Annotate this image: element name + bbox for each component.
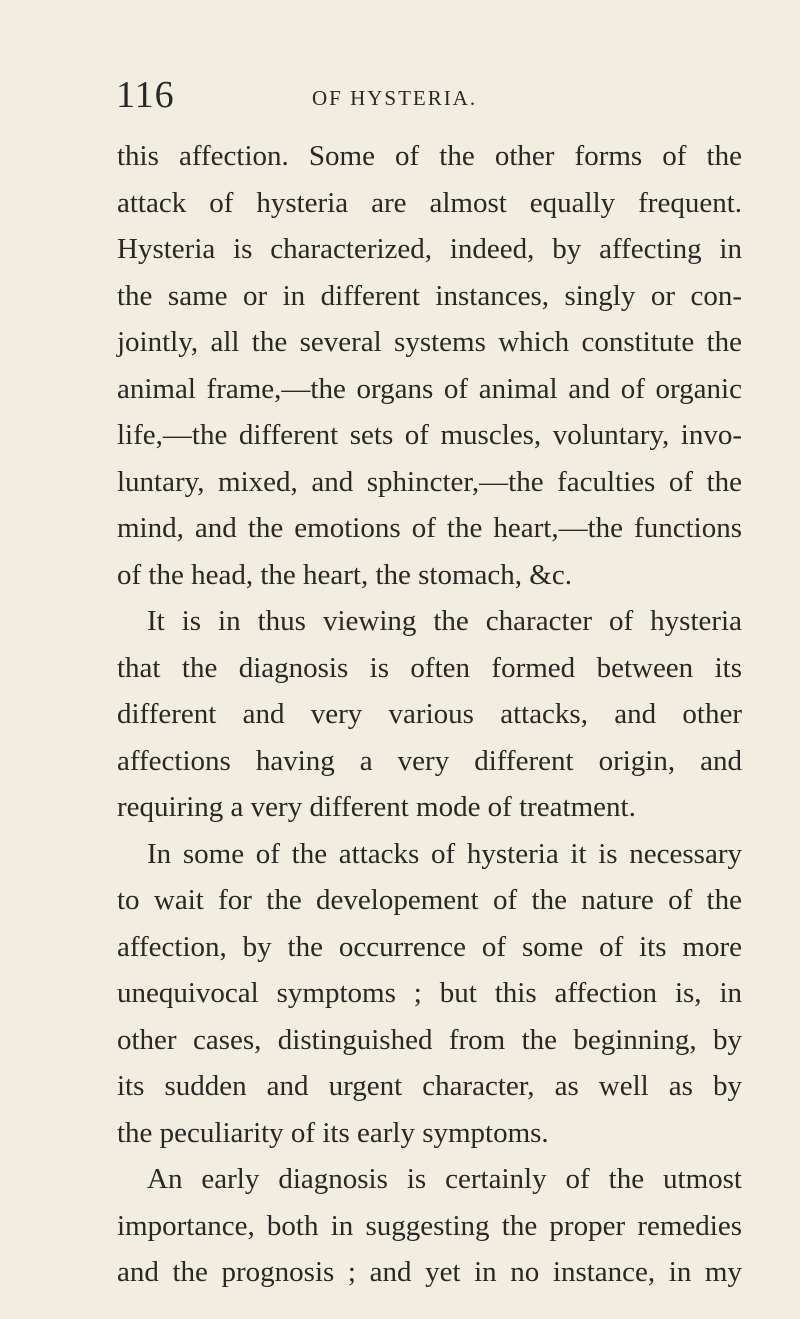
page-header xyxy=(116,75,736,125)
text-line: attack of hysteria are almost equally frequent. xyxy=(117,186,742,219)
text-line: that the diagnosis is often formed between its xyxy=(117,651,742,684)
text-line: requiring a very different mode of treatment. xyxy=(117,791,636,823)
running-head: OF HYSTERIA. xyxy=(312,86,478,110)
paragraph-start-line: It is in thus viewing the character of hysteria xyxy=(147,605,742,637)
paragraph-start-line: In some of the attacks of hysteria it is necessary xyxy=(147,837,742,870)
text-line: this affection. Some of the other forms of the xyxy=(117,140,742,172)
body-text xyxy=(117,133,742,1296)
text-line: affection, by the occurrence of some of its more xyxy=(117,930,742,963)
text-line: unequivocal symptoms ; but this affection is, in xyxy=(117,977,742,1009)
text-line: different and very various attacks, and other xyxy=(117,698,742,730)
text-line: to wait for the developement of the nature of the xyxy=(117,884,742,916)
text-line: its sudden and urgent character, as well as by xyxy=(117,1070,742,1102)
page-number: 116 xyxy=(116,74,175,116)
text-line: mind, and the emotions of the heart,—the functions xyxy=(117,512,742,544)
text-line: and the prognosis ; and yet in no instance, in my xyxy=(117,1256,742,1288)
text-line: importance, both in suggesting the proper remedies xyxy=(117,1209,742,1242)
text-line: jointly, all the several systems which constitute the xyxy=(117,326,742,358)
text-line: affections having a very different origin, and xyxy=(117,744,742,777)
text-line: of the head, the heart, the stomach, &c. xyxy=(117,558,572,591)
text-line: animal frame,—the organs of animal and of organic xyxy=(117,372,742,405)
text-line: luntary, mixed, and sphincter,—the faculties of the xyxy=(117,465,742,498)
text-line: life,—the different sets of muscles, voluntary, invo- xyxy=(117,419,742,451)
text-line: Hysteria is characterized, indeed, by affecting in xyxy=(117,233,742,265)
text-line: the peculiarity of its early symptoms. xyxy=(117,1116,549,1149)
paragraph-start-line: An early diagnosis is certainly of the utmost xyxy=(147,1163,742,1195)
text-line: other cases, distinguished from the beginning, by xyxy=(117,1023,742,1056)
text-line: the same or in different instances, singly or con- xyxy=(117,279,742,312)
